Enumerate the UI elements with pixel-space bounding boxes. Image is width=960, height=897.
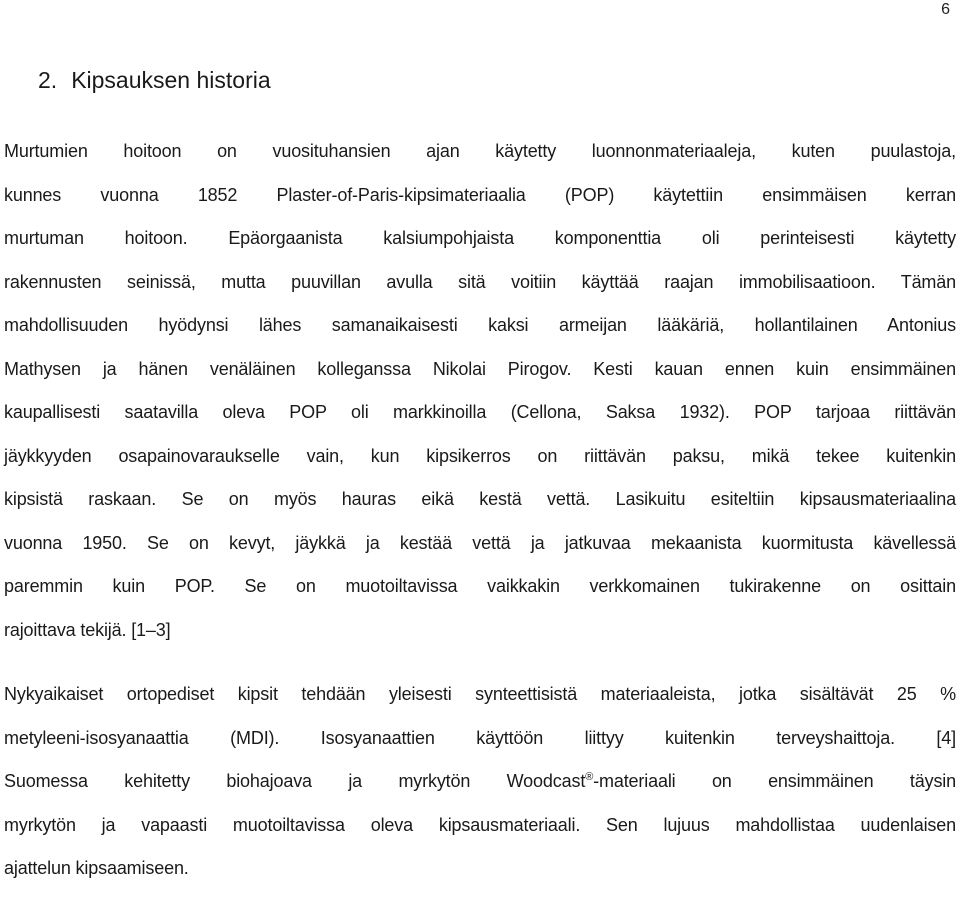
section-title: Kipsauksen historia xyxy=(71,67,271,93)
section-number: 2. xyxy=(38,67,58,93)
text-line: myrkytön ja vapaasti muotoiltavissa oleva kipsausmateriaali. Sen lujuus mahdollistaa uudenlaisen xyxy=(4,814,956,835)
text-line: kaupallisesti saatavilla oleva POP oli markkinoilla (Cellona, Saksa 1932). POP tarjoaa riittävän xyxy=(4,402,956,422)
text-line: kipsistä raskaan. Se on myös hauras eikä kestä vettä. Lasikuitu esiteltiin kipsausmateriaalina xyxy=(4,489,956,509)
text-line: metyleeni-isosyanaattia (MDI). Isosyanaattien käyttöön liittyy kuitenkin terveyshaittoja. [4] xyxy=(4,727,956,748)
text-line: vuonna 1950. Se on kevyt, jäykkä ja kestää vettä ja jatkuvaa mekaanista kuormitusta kävellessä xyxy=(4,532,956,553)
text-line: rakennusten seinissä, mutta puuvillan avulla sitä voitiin käyttää raajan immobilisaatioon. Tämän xyxy=(4,271,956,292)
text-line: murtuman hoitoon. Epäorgaanista kalsiumpohjaista komponenttia oli perinteisesti käytetty xyxy=(4,228,956,248)
text-line: paremmin kuin POP. Se on muotoiltavissa vaikkakin verkkomainen tukirakenne on osittain xyxy=(4,576,956,596)
text-line: rajoittava tekijä. [1–3] xyxy=(4,619,171,640)
paragraph-history xyxy=(4,136,956,658)
text-line-woodcast xyxy=(4,766,956,810)
page-number: 6 xyxy=(941,1,950,18)
section-heading xyxy=(38,64,271,96)
text-line: jäykkyyden osapainovaraukselle vain, kun kipsikerros on riittävän paksu, mikä tekee kuitenkin xyxy=(4,445,956,466)
text-segment: -materiaali on ensimmäinen täysin xyxy=(593,771,957,791)
text-line: mahdollisuuden hyödynsi lähes samanaikaisesti kaksi armeijan lääkäriä, hollantilainen Antonius xyxy=(4,315,956,335)
registered-mark: ® xyxy=(585,771,594,783)
text-line: kunnes vuonna 1852 Plaster-of-Paris-kipsimateriaalia (POP) käytettiin ensimmäisen kerran xyxy=(4,184,956,205)
text-line: Nykyaikaiset ortopediset kipsit tehdään yleisesti synteettisistä materiaaleista, jotka sisältävät 25 % xyxy=(4,684,956,704)
text-line: ajattelun kipsaamiseen. xyxy=(4,858,189,878)
text-line: Murtumien hoitoon on vuosituhansien ajan käytetty luonnonmateriaaleja, kuten puulastoja, xyxy=(4,141,956,161)
text-line: Mathysen ja hänen venäläinen kolleganssa Nikolai Pirogov. Kesti kauan ennen kuin ensimmäinen xyxy=(4,358,956,379)
paragraph-modern-casts xyxy=(4,679,956,897)
text-segment: Suomessa kehitetty biohajoava ja myrkytön Woodcast xyxy=(4,771,586,791)
